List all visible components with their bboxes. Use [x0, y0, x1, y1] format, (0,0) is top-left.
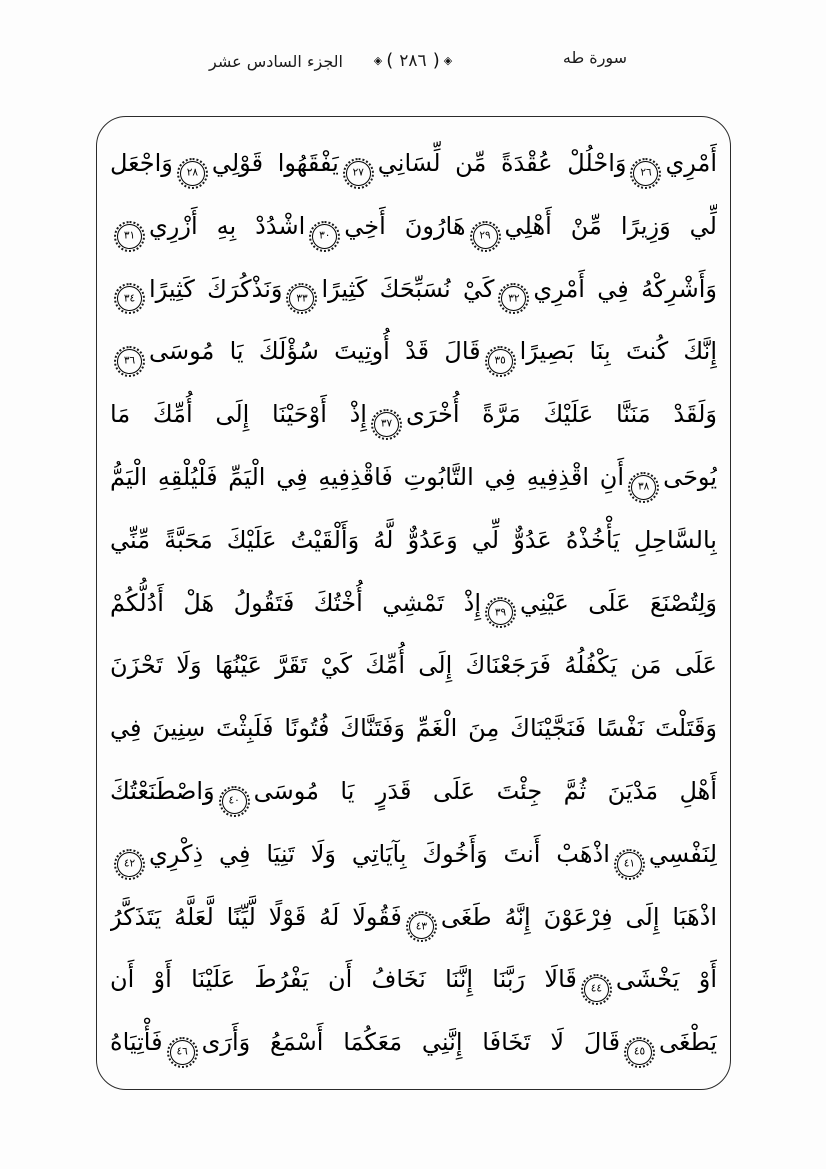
ayah-text: إِنَّكَ كُنتَ بِنَا بَصِيرًا — [519, 337, 717, 366]
ayah-marker-icon — [633, 161, 658, 186]
rosette-right-icon: ◈ — [443, 54, 453, 67]
ayah-marker-icon — [117, 852, 142, 877]
page-number: ٢٨٦ — [399, 50, 427, 71]
ayah-number: ٤٥ — [633, 1045, 646, 1058]
ayah-text: أَمْرِي — [665, 149, 717, 177]
ayah-number: ٤٤ — [590, 982, 603, 995]
quran-line-2 — [110, 195, 717, 258]
ornate-bracket-open-icon: ( — [386, 50, 394, 71]
ayah-number: ٣٣ — [296, 292, 308, 305]
ayah-marker-icon — [170, 1040, 195, 1065]
ayah-number: ٣٠ — [319, 229, 331, 242]
ayah-text: اشْدُدْ بِهِ أَزْرِي — [149, 211, 306, 240]
ayah-number: ٣٧ — [380, 417, 393, 430]
ayah-number: ٤٠ — [228, 794, 240, 807]
ayah-marker-icon — [289, 286, 314, 311]
ayah-marker-icon — [374, 412, 399, 437]
ayah-number: ٢٩ — [479, 229, 491, 242]
quran-line-13 — [110, 886, 717, 949]
ayah-number: ٢٧ — [352, 166, 364, 179]
ayah-marker-icon — [631, 475, 656, 500]
quran-line-12 — [110, 823, 717, 886]
ayah-marker-icon — [617, 852, 642, 877]
ayah-number: ٤٢ — [123, 857, 136, 870]
ayah-marker-icon — [117, 224, 142, 249]
ayah-text: وَاصْطَنَعْتُكَ — [110, 776, 215, 805]
ayah-marker-icon — [180, 161, 205, 186]
ayah-number: ٤١ — [623, 857, 636, 870]
ayah-text: قَالَ قَدْ أُوتِيتَ سُؤْلَكَ يَا مُوسَى — [149, 337, 481, 366]
ayah-marker-icon — [222, 789, 247, 814]
ayah-number: ٤٦ — [176, 1045, 188, 1058]
ayah-marker-icon — [117, 286, 142, 311]
ayah-text: وَلَقَدْ مَنَنَّا عَلَيْكَ مَرَّةً أُخْرَى — [405, 400, 717, 429]
ayah-number: ٣٥ — [494, 354, 506, 367]
ayah-marker-icon — [488, 349, 513, 374]
ayah-number: ٣٦ — [123, 354, 136, 367]
quran-line-8 — [110, 572, 717, 635]
ayah-text: أَنِ اقْذِفِيهِ فِي التَّابُوتِ فَاقْذِفِيهِ فِي الْيَمِّ فَلْيُلْقِهِ الْيَمُّ — [110, 462, 625, 491]
ayah-marker-icon — [473, 224, 498, 249]
quran-line-15 — [110, 1011, 717, 1074]
ayah-text: يَفْقَهُوا قَوْلِي — [211, 149, 339, 177]
ayah-marker-icon — [117, 349, 142, 374]
ayah-text: فَقُولَا لَهُ قَوْلًا لَّيِّنًا لَّعَلَّهُ يَتَذَكَّرُ — [110, 902, 402, 931]
ayah-text: إِذْ تَمْشِي أُخْتُكَ فَتَقُولُ هَلْ أَدُلُّكُمْ — [110, 588, 482, 617]
quran-line-7 — [110, 509, 717, 572]
page-header — [0, 44, 826, 94]
ayah-text: وَنَذْكُرَكَ كَثِيرًا — [149, 274, 283, 303]
ayah-text: وَاحْلُلْ عُقْدَةً مِّن لِّسَانِي — [377, 149, 627, 177]
ayah-text: هَارُونَ أَخِي — [344, 211, 466, 240]
quran-line-4 — [110, 320, 717, 383]
ayah-marker-icon — [312, 224, 337, 249]
page-number-badge — [374, 50, 452, 71]
quran-line-14 — [110, 948, 717, 1011]
ayah-marker-icon — [627, 1040, 652, 1065]
ayah-number: ٣٤ — [123, 292, 136, 305]
ayah-number: ٤٣ — [415, 920, 428, 933]
ayah-text: فَأْتِيَاهُ — [110, 1028, 163, 1057]
mushaf-text-frame — [96, 116, 731, 1090]
ayah-text: قَالَ لَا تَخَافَا إِنَّنِي مَعَكُمَا أَسْمَعُ وَأَرَى — [201, 1028, 621, 1057]
quran-line-3 — [110, 258, 717, 321]
ayah-text: أَهْلِ مَدْيَنَ ثُمَّ جِئْتَ عَلَى قَدَرٍ يَا مُوسَى — [253, 776, 717, 805]
ayah-text: وَأَشْرِكْهُ فِي أَمْرِي — [533, 274, 717, 303]
ayah-marker-icon — [584, 977, 609, 1002]
ayah-number: ٢٦ — [640, 166, 652, 179]
ayah-text: يُوحَى — [663, 462, 717, 491]
ayah-text: إِذْ أَوْحَيْنَا إِلَى أُمِّكَ مَا — [110, 400, 367, 429]
ayah-number: ٣٩ — [494, 606, 507, 619]
ayah-text: عَلَى مَن يَكْفُلُهُ فَرَجَعْنَاكَ إِلَى أُمِّكَ كَيْ تَقَرَّ عَيْنُهَا وَلَا تَحْزَنَ — [110, 651, 717, 680]
ayah-text: أَوْ يَخْشَى — [615, 965, 717, 994]
ayah-text: يَطْغَى — [659, 1028, 717, 1057]
ayah-number: ٣٢ — [508, 292, 520, 305]
ayah-marker-icon — [488, 600, 513, 625]
ayah-number: ٢٨ — [186, 166, 198, 179]
ayah-text: وَلِتُصْنَعَ عَلَى عَيْنِي — [520, 588, 717, 617]
quran-line-9 — [110, 634, 717, 697]
juz-label: الجزء السادس عشر — [209, 52, 343, 71]
ayah-text: قَالَا رَبَّنَا إِنَّنَا نَخَافُ أَن يَفْرُطَ عَلَيْنَا أَوْ أَن — [110, 965, 577, 994]
ayah-text: وَاجْعَل — [110, 149, 173, 177]
quran-line-1 — [110, 132, 717, 195]
quran-text-block — [110, 132, 717, 1074]
quran-line-10 — [110, 697, 717, 760]
ayah-marker-icon — [501, 286, 526, 311]
ayah-text: وَقَتَلْتَ نَفْسًا فَنَجَّيْنَاكَ مِنَ الْغَمِّ وَفَتَنَّاكَ فُتُونًا فَلَبِثْتَ سِنِينَ فِي — [110, 714, 717, 743]
ayah-text: كَيْ نُسَبِّحَكَ كَثِيرًا — [321, 274, 495, 303]
ayah-text: لِنَفْسِي — [648, 839, 717, 868]
ayah-text: بِالسَّاحِلِ يَأْخُذْهُ عَدُوٌّ لِّي وَعَدُوٌّ لَّهُ وَأَلْقَيْتُ عَلَيْكَ مَحَبَّةً مِّنِّي — [110, 525, 717, 554]
ayah-number: ٣٨ — [637, 480, 650, 493]
quran-line-11 — [110, 760, 717, 823]
ornate-bracket-close-icon: ) — [432, 50, 440, 71]
rosette-left-icon: ◈ — [373, 54, 383, 67]
quran-line-5 — [110, 383, 717, 446]
ayah-marker-icon — [409, 914, 434, 939]
ayah-text: اذْهَبْ أَنتَ وَأَخُوكَ بِآيَاتِي وَلَا تَنِيَا فِي ذِكْرِي — [149, 839, 610, 868]
ayah-text: اذْهَبَا إِلَى فِرْعَوْنَ إِنَّهُ طَغَى — [440, 902, 717, 931]
surah-label: سورة طه — [562, 48, 628, 67]
ayah-marker-icon — [346, 161, 371, 186]
ayah-number: ٣١ — [123, 229, 136, 242]
quran-line-6 — [110, 446, 717, 509]
ayah-text: لِّي وَزِيرًا مِّنْ أَهْلِي — [504, 211, 717, 240]
